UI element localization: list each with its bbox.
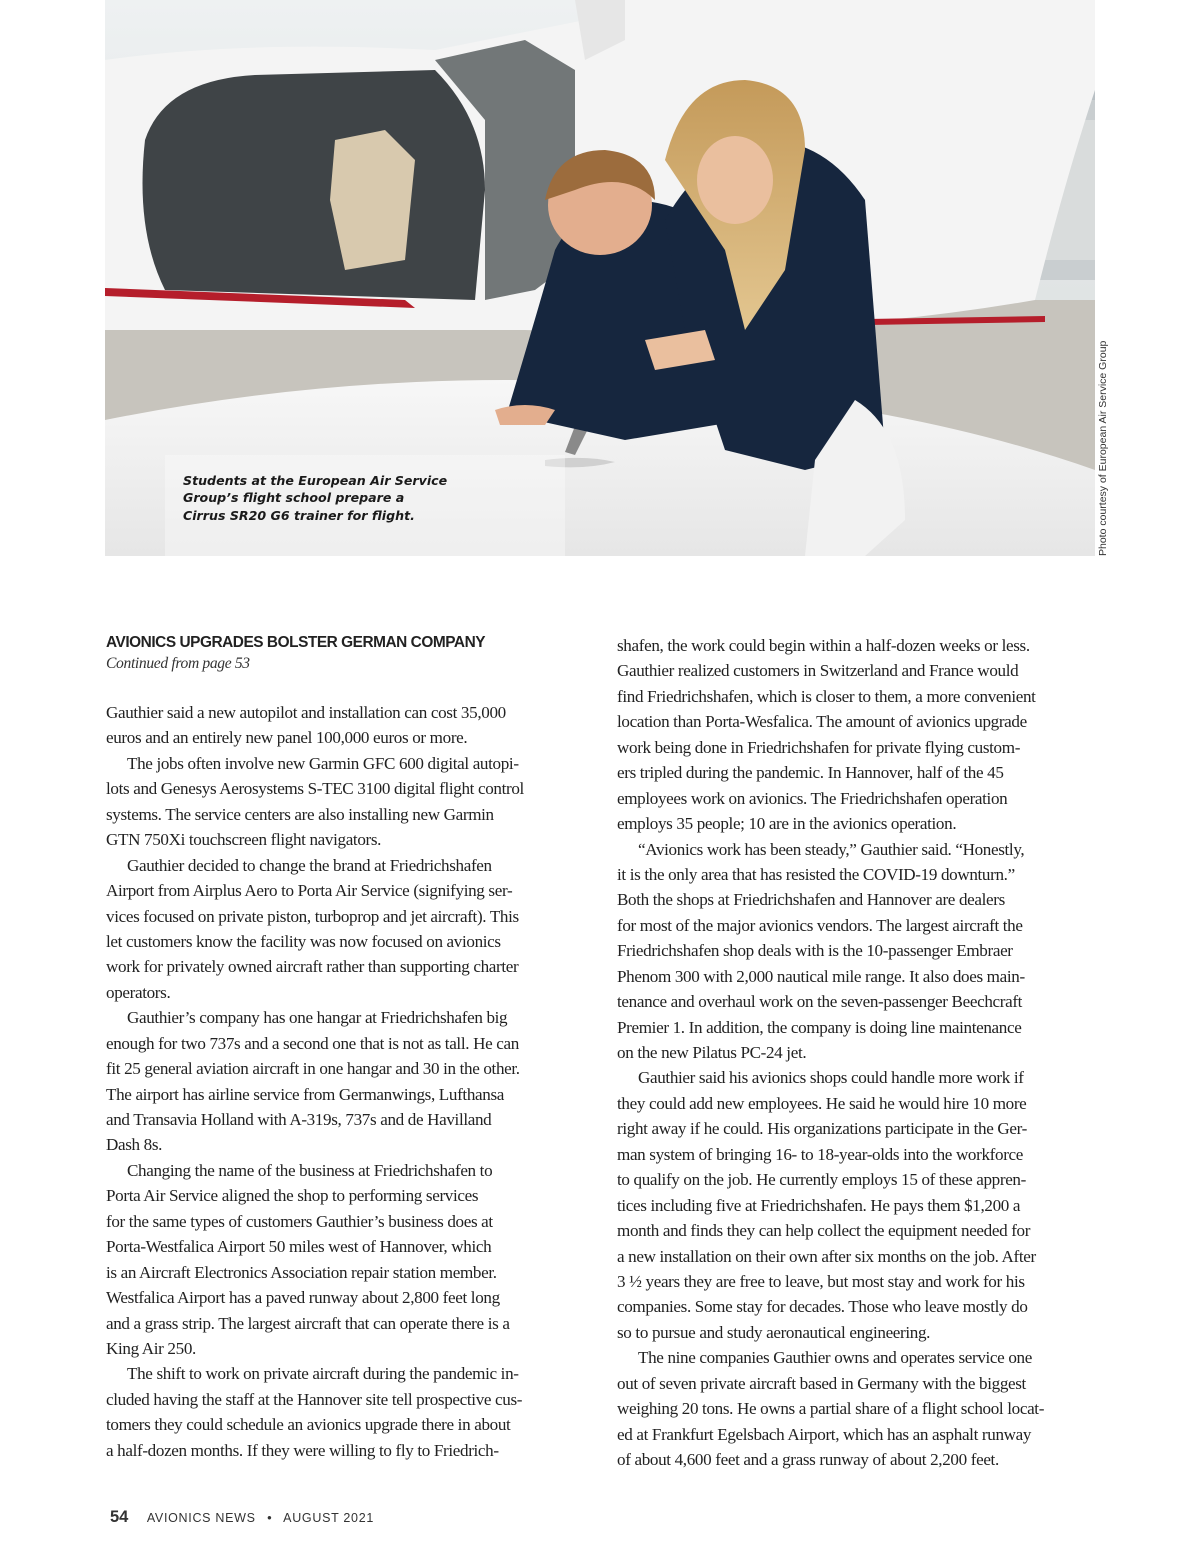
continued-from: Continued from page 53 xyxy=(106,655,250,672)
text-line: of about 4,600 feet and a grass runway of about 2,200 feet. xyxy=(617,1450,999,1469)
text-line: The nine companies Gauthier owns and operates service one xyxy=(638,1348,1032,1368)
text-line: shafen, the work could begin within a half-dozen weeks or less. xyxy=(617,636,1030,655)
text-line: it is the only area that has resisted the COVID-19 downturn.” xyxy=(617,864,1015,884)
bullet-separator: • xyxy=(267,1510,272,1525)
text-line: GTN 750Xi touchscreen flight navigators. xyxy=(106,830,382,850)
text-line: Friedrichshafen shop deals with is the 10-passenger Embraer xyxy=(617,941,1013,961)
text-line: work being done in Friedrichshafen for private flying custom- xyxy=(617,737,1021,757)
text-line: Porta Air Service aligned the shop to performing services xyxy=(106,1186,479,1206)
text-line: Gauthier said his avionics shops could handle more work if xyxy=(638,1068,1024,1088)
text-line: systems. The service centers are also installing new Garmin xyxy=(106,804,494,824)
text-line: Dash 8s. xyxy=(106,1135,163,1155)
text-line: man system of bringing 16- to 18-year-olds into the workforce xyxy=(617,1144,1024,1164)
magazine-name: AVIONICS NEWS xyxy=(146,1511,256,1525)
text-line: month and finds they can help collect the equipment needed for xyxy=(617,1221,1031,1241)
caption-line: Group’s flight school prepare a xyxy=(183,490,405,506)
page-footer xyxy=(110,1508,374,1527)
text-line: Gauthier realized customers in Switzerland and France would xyxy=(617,661,1019,681)
page-number: 54 xyxy=(110,1508,129,1526)
text-line: is an Aircraft Electronics Association repair station member. xyxy=(106,1262,497,1282)
text-line: Premier 1. In addition, the company is doing line maintenance xyxy=(617,1017,1022,1037)
article-column-left xyxy=(106,632,586,1463)
text-line: a new installation on their own after six months on the job. After xyxy=(617,1246,1036,1266)
text-line: on the new Pilatus PC-24 jet. xyxy=(617,1043,807,1062)
cover-photo xyxy=(105,0,1095,556)
text-line: operators. xyxy=(106,982,171,1002)
text-line: Phenom 300 with 2,000 nautical mile range. It also does main- xyxy=(617,966,1025,986)
text-line: The shift to work on private aircraft during the pandemic in- xyxy=(127,1364,519,1384)
text-line: right away if he could. His organizations participate in the Ger- xyxy=(617,1119,1027,1139)
text-line: ed at Frankfurt Egelsbach Airport, which has an asphalt runway xyxy=(617,1424,1032,1444)
text-line: they could add new employees. He said he would hire 10 more xyxy=(617,1093,1027,1113)
issue-date: AUGUST 2021 xyxy=(283,1511,375,1525)
text-line: Gauthier said a new autopilot and installation can cost 35,000 xyxy=(106,703,506,722)
text-line: “Avionics work has been steady,” Gauthier said. “Honestly, xyxy=(638,839,1025,859)
text-line: to qualify on the job. He currently employs 15 of these appren- xyxy=(617,1170,1026,1190)
text-line: a half-dozen months. If they were willing to fly to Friedrich- xyxy=(106,1440,499,1460)
text-line: tenance and overhaul work on the seven-passenger Beechcraft xyxy=(617,992,1023,1012)
text-line: vices focused on private piston, turboprop and jet aircraft). This xyxy=(106,906,519,926)
text-line: ers tripled during the pandemic. In Hannover, half of the 45 xyxy=(617,763,1004,783)
text-line: for most of the major avionics vendors. The largest aircraft the xyxy=(617,915,1023,935)
article-headline: AVIONICS UPGRADES BOLSTER GERMAN COMPANY xyxy=(106,634,486,651)
text-line: Westfalica Airport has a paved runway about 2,800 feet long xyxy=(106,1288,500,1308)
photo-credit: Photo courtesy of European Air Service Group xyxy=(1097,340,1109,556)
text-line: find Friedrichshafen, which is closer to them, a more convenient xyxy=(617,686,1036,706)
text-line: Gauthier’s company has one hangar at Friedrichshafen big xyxy=(127,1008,508,1028)
caption-line: Cirrus SR20 G6 trainer for flight. xyxy=(183,507,415,523)
text-line: lots and Genesys Aerosystems S-TEC 3100 digital flight control xyxy=(106,779,524,799)
text-line: employees work on avionics. The Friedrichshafen operation xyxy=(617,788,1008,808)
text-line: work for privately owned aircraft rather than supporting charter xyxy=(106,957,519,977)
text-line: for the same types of customers Gauthier’s business does at xyxy=(106,1211,493,1231)
article-column-right xyxy=(617,633,1097,1472)
text-line: location than Porta-Wesfalica. The amount of avionics upgrade xyxy=(617,712,1027,732)
text-line: Changing the name of the business at Friedrichshafen to xyxy=(127,1160,493,1180)
text-line: tices including five at Friedrichshafen. He pays them $1,200 a xyxy=(617,1195,1021,1215)
text-line: Airport from Airplus Aero to Porta Air Service (signifying ser- xyxy=(106,881,513,901)
text-line: euros and an entirely new panel 100,000 euros or more. xyxy=(106,728,468,748)
text-line: weighing 20 tons. He owns a partial share of a flight school locat- xyxy=(617,1399,1045,1419)
text-line: King Air 250. xyxy=(106,1338,196,1358)
text-line: tomers they could schedule an avionics upgrade there in about xyxy=(106,1415,511,1435)
text-line: Porta-Westfalica Airport 50 miles west of Hannover, which xyxy=(106,1237,492,1257)
text-line: The airport has airline service from Germanwings, Lufthansa xyxy=(106,1084,504,1104)
text-line: fit 25 general aviation aircraft in one hangar and 30 in the other. xyxy=(106,1059,520,1079)
text-line: and Transavia Holland with A-319s, 737s and de Havilland xyxy=(106,1110,492,1129)
text-line: enough for two 737s and a second one that is not as tall. He can xyxy=(106,1033,519,1053)
text-line: out of seven private aircraft based in Germany with the biggest xyxy=(617,1373,1026,1393)
text-line: companies. Some stay for decades. Those who leave mostly do xyxy=(617,1297,1028,1317)
photo-caption xyxy=(183,472,513,524)
text-line: employs 35 people; 10 are in the avionics operation. xyxy=(617,814,957,834)
text-line: and a grass strip. The largest aircraft that can operate there is a xyxy=(106,1313,510,1333)
text-line: so to pursue and study aeronautical engineering. xyxy=(617,1322,931,1342)
text-line: The jobs often involve new Garmin GFC 600 digital autopi- xyxy=(127,753,519,773)
caption-line: Students at the European Air Service xyxy=(183,473,448,488)
text-line: let customers know the facility was now focused on avionics xyxy=(106,931,501,951)
text-line: Both the shops at Friedrichshafen and Hannover are dealers xyxy=(617,890,1005,910)
text-line: 3 ½ years they are free to leave, but most stay and work for his xyxy=(617,1271,1025,1291)
text-line: cluded having the staff at the Hannover site tell prospective cus- xyxy=(106,1389,523,1409)
text-line: Gauthier decided to change the brand at Friedrichshafen xyxy=(127,855,492,875)
